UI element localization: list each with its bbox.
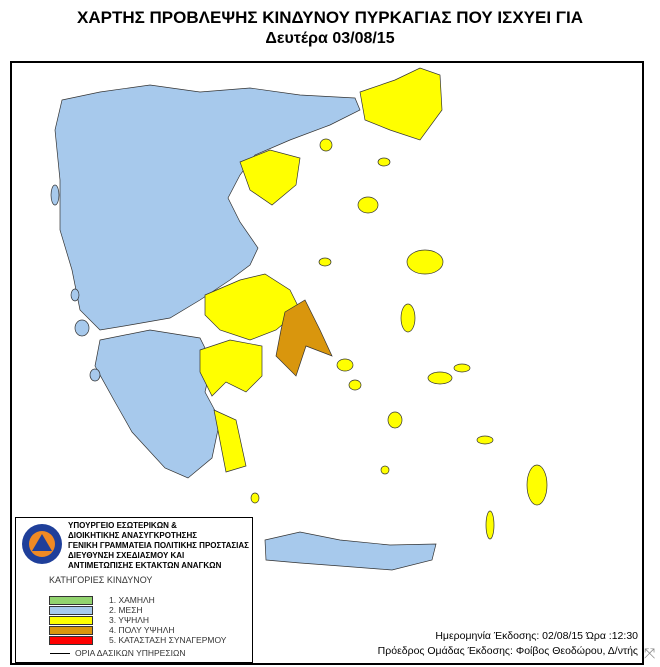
legend-swatch — [49, 636, 93, 645]
island-lemnos-high — [358, 197, 378, 213]
legend-swatch — [49, 626, 93, 635]
island-skiathos-high — [319, 258, 331, 266]
civil-protection-logo-icon — [21, 523, 63, 565]
island-zakynthos-medium — [90, 369, 100, 381]
map-title: ΧΑΡΤΗΣ ΠΡΟΒΛΕΨΗΣ ΚΙΝΔΥΝΟΥ ΠΥΡΚΑΓΙΑΣ ΠΟΥ ΙΣΧΥΕΙ ΓΙΑ — [76, 8, 583, 27]
island-samos-high — [428, 372, 452, 384]
expand-icon[interactable]: ⤧ — [644, 645, 656, 661]
island-andros-high — [349, 380, 361, 390]
issue-date: Ημερομηνία Έκδοσης: 02/08/15 Ώρα :12:30 — [435, 630, 638, 642]
ministry-line: ΥΠΟΥΡΓΕΙΟ ΕΣΩΤΕΡΙΚΩΝ & — [68, 521, 177, 530]
issuer: Πρόεδρος Ομάδας Έκδοσης: Φοίβος Θεοδώρου, Δ/ντής — [377, 645, 638, 657]
legend-box — [15, 517, 253, 663]
legend-item-forest-boundaries — [50, 648, 185, 658]
legend-label: 5. ΚΑΤΑΣΤΑΣΗ ΣΥΝΑΓΕΡΜΟΥ — [109, 635, 227, 645]
legend-label: 2. ΜΕΣΗ — [109, 605, 143, 615]
island-kefalonia-medium — [75, 320, 89, 336]
region-mainland-medium — [55, 85, 360, 330]
legend-item-very-high — [49, 625, 175, 635]
legend-label: 4. ΠΟΛΥ ΥΨΗΛΗ — [109, 625, 175, 635]
island-chios-high — [401, 304, 415, 332]
ministry-text — [68, 521, 249, 571]
map-date: Δευτέρα 03/08/15 — [265, 30, 395, 47]
island-rhodes-high — [527, 465, 547, 505]
island-lesvos-high — [407, 250, 443, 274]
island-thasos-high — [320, 139, 332, 151]
island-kythira-high — [251, 493, 259, 503]
legend-swatch — [49, 596, 93, 605]
island-santorini-high — [381, 466, 389, 474]
region-thrace-high — [360, 68, 442, 140]
island-karpathos-high — [486, 511, 494, 539]
island-skyros-high — [337, 359, 353, 371]
legend-item-alert — [49, 635, 226, 645]
risk-categories-title: ΚΑΤΗΓΟΡΙΕΣ ΚΙΝΔΥΝΟΥ — [49, 575, 153, 585]
boundary-line-icon — [50, 653, 70, 654]
legend-swatch — [49, 606, 93, 615]
island-ikaria-high — [454, 364, 470, 372]
legend-label: 3. ΥΨΗΛΗ — [109, 615, 150, 625]
island-naxos-high — [388, 412, 402, 428]
ministry-line: ΓΕΝΙΚΗ ΓΡΑΜΜΑΤΕΙΑ ΠΟΛΙΤΙΚΗΣ ΠΡΟΣΤΑΣΙΑΣ — [68, 541, 249, 550]
region-ne-peloponnese-high — [200, 340, 262, 396]
legend-item-low — [49, 595, 155, 605]
region-laconia-high — [214, 410, 246, 472]
ministry-line: ΔΙΕΥΘΥΝΣΗ ΣΧΕΔΙΑΣΜΟΥ ΚΑΙ — [68, 551, 185, 560]
island-lefkada-medium — [71, 289, 79, 301]
ministry-line: ΔΙΟΙΚΗΤΙΚΗΣ ΑΝΑΣΥΓΚΡΟΤΗΣΗΣ — [68, 531, 198, 540]
island-samothraki-high — [378, 158, 390, 166]
legend-label: 1. ΧΑΜΗΛΗ — [109, 595, 155, 605]
region-crete-medium — [265, 532, 436, 570]
legend-item-high — [49, 615, 149, 625]
region-chalkidiki-high — [240, 150, 300, 205]
legend-swatch — [49, 616, 93, 625]
legend-item-medium — [49, 605, 143, 615]
ministry-line: ΑΝΤΙΜΕΤΩΠΙΣΗΣ ΕΚΤΑΚΤΩΝ ΑΝΑΓΚΩΝ — [68, 561, 222, 570]
island-kos-high — [477, 436, 493, 444]
legend-label: ΟΡΙΑ ΔΑΣΙΚΩΝ ΥΠΗΡΕΣΙΩΝ — [75, 648, 186, 658]
island-corfu-medium — [51, 185, 59, 205]
